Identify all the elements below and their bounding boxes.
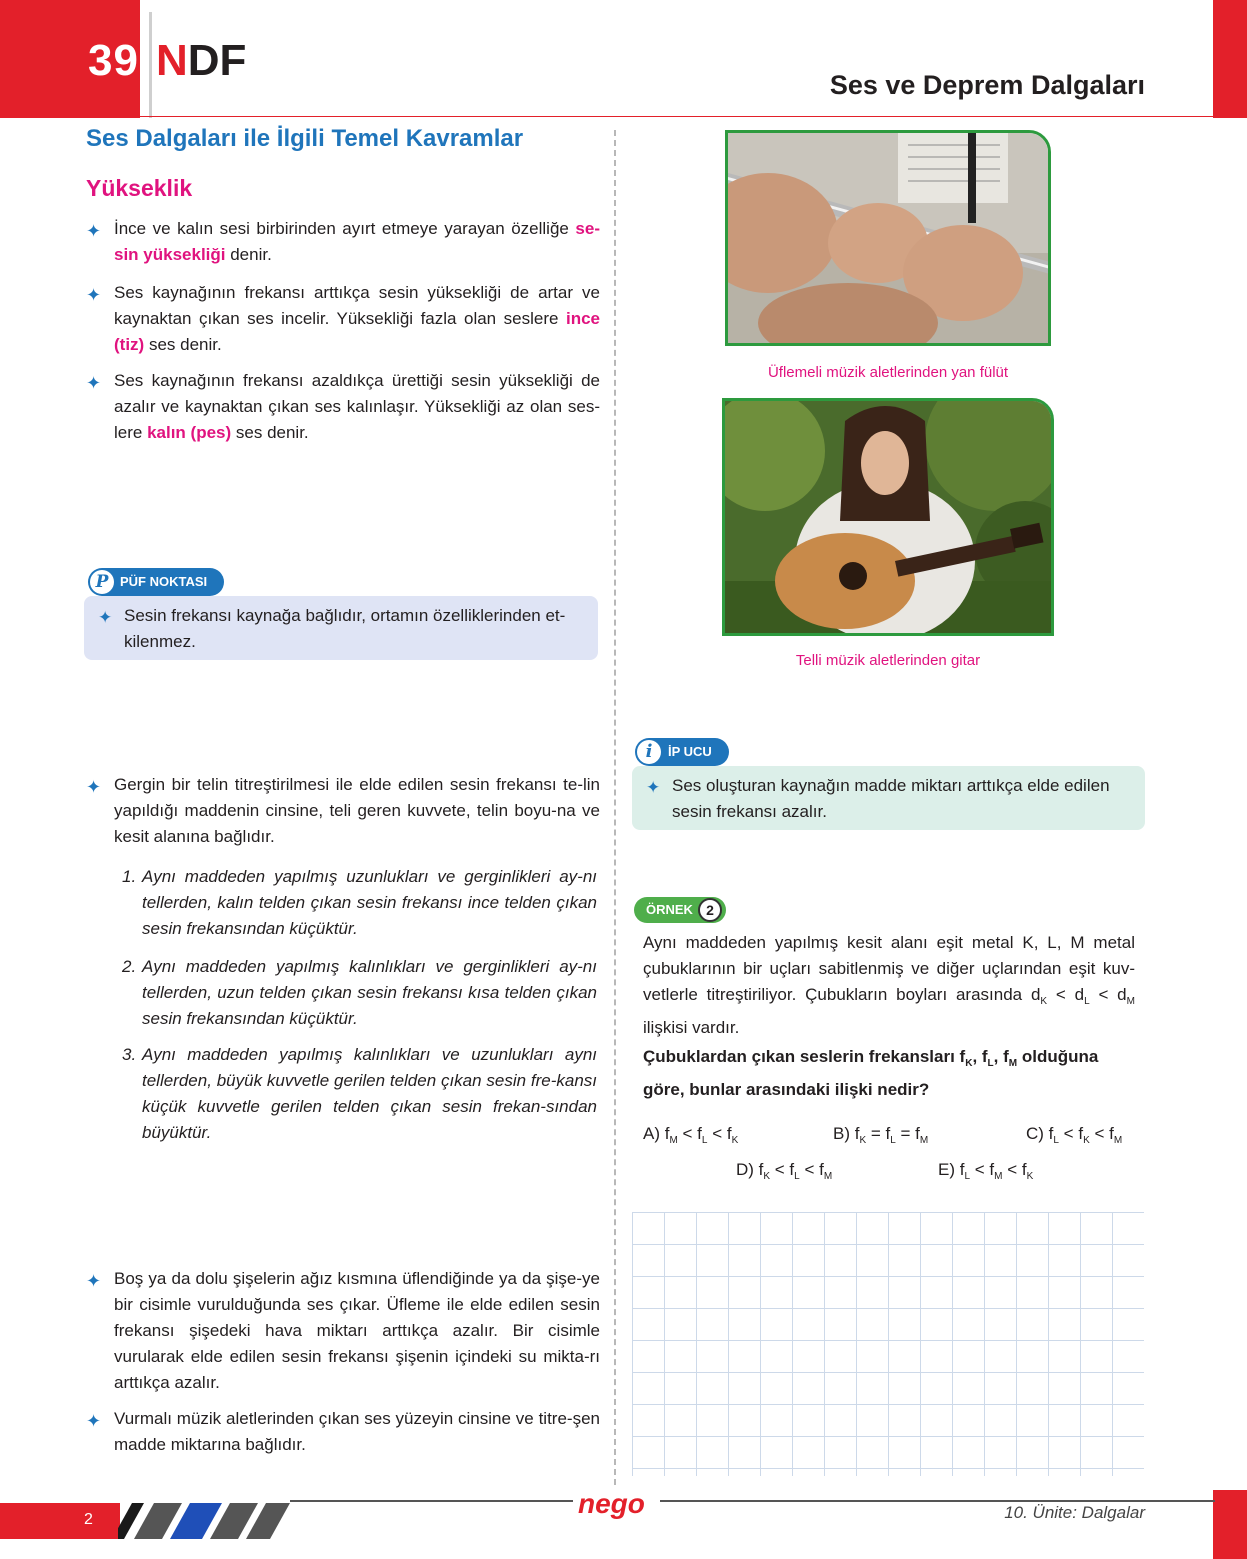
sparkle-icon: ✦ — [86, 777, 102, 797]
section-title: Ses Dalgaları ile İlgili Temel Kavramlar — [86, 125, 524, 152]
footer-rule-right — [660, 1500, 1215, 1502]
brand-logo: NDF — [156, 36, 247, 85]
page-title: Ses ve Deprem Dalgaları — [829, 70, 1145, 100]
tip-text: ✦ Sesin frekansı kaynağa bağlıdır, ortamın özelliklerinden et-kilenmez. — [98, 606, 566, 651]
footer-red-block — [0, 1503, 120, 1539]
list-item: 1. Aynı maddeden yapılmış uzunlukları ve gerginlikleri ay-nı tellerden, kalın telden çıkan sesin frekansı ince telden çıkan sesin frekansından küçüktür. — [122, 867, 597, 938]
bullet-string-frequency: ✦ Gergin bir telin titreştirilmesi ile elde edilen sesin frekansı te-lin yapıldığı maddenin cinsine, teli geren kuvvete, telin boyu-na ve kesit alanına bağlıdır. — [86, 775, 600, 846]
header-divider — [149, 12, 152, 118]
sparkle-icon: ✦ — [646, 778, 661, 797]
list-item: 3. Aynı maddeden yapılmış kalınlıkları ve uzunlukları aynı tellerden, büyük kuvvetle gerilen telden çıkan sesin fre-kansı küçük kuvvetle gerilen telden çıkan sesin frekan-sından büyüktür. — [122, 1045, 597, 1142]
sparkle-icon: ✦ — [86, 285, 102, 305]
sparkle-icon: ✦ — [86, 373, 102, 393]
bullet-low-pitch: ✦ Ses kaynağının frekansı azaldıkça ürettiği sesin yüksekliği de azalır ve kaynaktan çıkan ses kalınlaşır. Yüksekliği az olan ses-lere kalın (pes) ses denir. — [86, 371, 600, 442]
column-divider — [614, 130, 616, 1485]
bullet-percussion: ✦ Vurmalı müzik aletlerinden çıkan ses yüzeyin cinsine ve titre-şen madde miktarına bağlıdır. — [86, 1409, 600, 1454]
scratch-grid — [632, 1212, 1144, 1476]
option-c[interactable]: C) $f_L < f_K < f_M$ — [1026, 1124, 1123, 1146]
option-d[interactable]: D) $f_K < f_L < f_M$ — [736, 1160, 833, 1182]
chapter-number: 39 — [88, 36, 139, 85]
hint-label: İP UCU — [668, 744, 712, 759]
footer-rule-left — [290, 1500, 573, 1502]
bullet-bottles: ✦ Boş ya da dolu şişelerin ağız kısmına üflendiğinde ya da şişe-ye bir cisimle vurulduğunda ses çıkar. Üfleme ile elde edilen sesin frekansı şişedeki hava miktarı arttıkça azalır. Bir cisimle vurularak elde edilen sesin frekansı şişenin içindeki su mikta-rı arttıkça azalır. — [86, 1269, 600, 1392]
unit-label: 10. Ünite: Dalgalar — [1004, 1503, 1145, 1522]
example-body: Aynı maddeden yapılmış kesit alanı eşit metal K, L, M metal çubuklarının bir uçları sabitlenmiş ve diğer uçlarından eşit kuv-vetlerle titreştiriliyor. Çubukların boyları arasında $d_K < d_L < d_M$ ilişkisi vardır. — [643, 933, 1135, 1037]
guitar-caption: Telli müzik aletlerinden gitar — [795, 652, 981, 669]
flute-photo — [725, 130, 1051, 346]
tip-label: PÜF NOKTASI — [120, 574, 208, 589]
sparkle-icon: ✦ — [86, 221, 102, 241]
guitar-photo — [722, 398, 1054, 636]
list-item: 2. Aynı maddeden yapılmış kalınlıkları ve gerginlikleri ay-nı tellerden, uzun telden çıkan sesin frekansı kısa telden çıkan sesin frekansından küçüktür. — [122, 957, 597, 1028]
info-icon: i — [637, 740, 661, 764]
option-b[interactable]: B) $f_K = f_L = f_M$ — [833, 1124, 929, 1146]
sparkle-icon: ✦ — [86, 1271, 102, 1291]
header-right-bar — [1213, 0, 1247, 118]
option-a[interactable]: A) $f_M < f_L < f_K$ — [643, 1124, 739, 1146]
hint-text: ✦ Ses oluşturan kaynağın madde miktarı arttıkça elde edilen sesin frekansı azalır. — [646, 776, 1110, 821]
flute-caption: Üflemeli müzik aletlerinden yan fülüt — [767, 364, 1009, 381]
bullet-pitch-definition: ✦ İnce ve kalın sesi birbirinden ayırt etmeye yarayan özelliğe se-sin yüksekliği denir. — [86, 219, 600, 264]
footer-right-bar — [1213, 1490, 1247, 1559]
header-rule — [140, 116, 1215, 117]
page-number: 2 — [84, 1511, 93, 1528]
puf-icon: P — [90, 570, 114, 594]
footer-stripes — [118, 1503, 298, 1539]
sparkle-icon: ✦ — [86, 1411, 102, 1431]
subsection-title: Yükseklik — [86, 175, 193, 201]
publisher-logo: nego — [578, 1488, 645, 1519]
example-label: ÖRNEK — [646, 902, 693, 917]
example-question: Çubuklardan çıkan seslerin frekansları $f_K$, $f_L$, $f_M$ olduğuna göre, bunlar arasındaki ilişki nedir? — [643, 1047, 1099, 1099]
example-number: 2 — [698, 898, 722, 922]
sparkle-icon: ✦ — [98, 608, 113, 627]
bullet-high-pitch: ✦ Ses kaynağının frekansı arttıkça sesin yüksekliği de artar ve kaynaktan çıkan ses incelir. Yüksekliği fazla olan seslere ince (tiz) ses denir. — [86, 283, 600, 354]
option-e[interactable]: E) $f_L < f_M < f_K$ — [938, 1160, 1034, 1182]
